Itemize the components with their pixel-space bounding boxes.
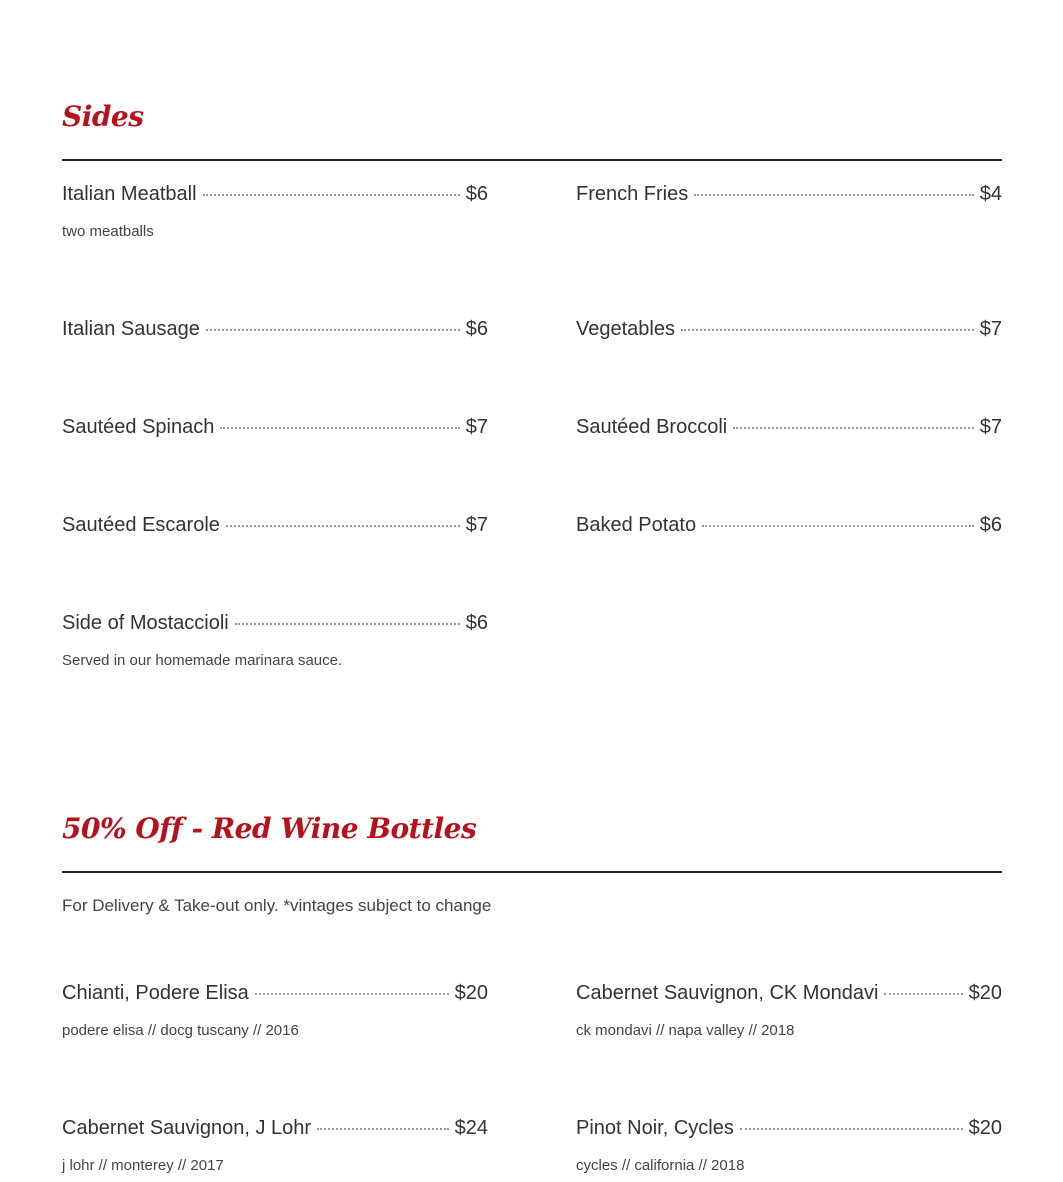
item-name: Sautéed Broccoli (576, 416, 728, 438)
menu-item (62, 183, 488, 240)
dot-leader (681, 329, 974, 331)
menu-item (62, 514, 488, 542)
dot-leader (226, 525, 460, 527)
wine-divider (62, 871, 1002, 873)
dot-leader (702, 525, 974, 527)
item-price: $20 (968, 982, 1002, 1004)
item-name: Sautéed Escarole (62, 514, 220, 536)
dot-leader (203, 194, 460, 196)
dot-leader (220, 427, 459, 429)
item-name: Cabernet Sauvignon, J Lohr (62, 1117, 312, 1139)
item-price: $6 (465, 183, 488, 205)
item-description: two meatballs (62, 223, 154, 240)
dot-leader (733, 427, 974, 429)
menu-item (576, 416, 1002, 444)
wine-note: For Delivery & Take-out only. *vintages subject to change (62, 896, 492, 915)
item-price: $20 (454, 982, 488, 1004)
item-price: $7 (465, 416, 488, 438)
item-price: $7 (979, 416, 1002, 438)
menu-item (62, 1117, 488, 1174)
item-name: Italian Meatball (62, 183, 197, 205)
item-description: ck mondavi // napa valley // 2018 (576, 1022, 795, 1039)
dot-leader (740, 1128, 963, 1130)
wine-title: 50% Off - Red Wine Bottles (62, 812, 477, 845)
menu-item (62, 612, 488, 669)
item-name: Vegetables (576, 318, 675, 340)
dot-leader (317, 1128, 449, 1130)
item-price: $4 (979, 183, 1002, 205)
menu-item (576, 982, 1002, 1039)
menu-item (576, 183, 1002, 211)
item-price: $6 (465, 318, 488, 340)
sides-divider (62, 159, 1002, 161)
item-description: podere elisa // docg tuscany // 2016 (62, 1022, 299, 1039)
item-description: cycles // california // 2018 (576, 1157, 745, 1174)
item-price: $6 (979, 514, 1002, 536)
sides-title: Sides (62, 100, 144, 133)
menu-item (576, 1117, 1002, 1174)
item-description: Served in our homemade marinara sauce. (62, 652, 343, 669)
item-name: Chianti, Podere Elisa (62, 982, 249, 1004)
dot-leader (694, 194, 974, 196)
item-name: Baked Potato (576, 514, 697, 536)
menu-item (576, 318, 1002, 346)
menu-item (576, 514, 1002, 542)
item-price: $20 (968, 1117, 1002, 1139)
item-name: Side of Mostaccioli (62, 612, 229, 634)
item-price: $6 (465, 612, 488, 634)
menu-item (62, 416, 488, 444)
item-name: Cabernet Sauvignon, CK Mondavi (576, 982, 879, 1004)
item-name: Pinot Noir, Cycles (576, 1117, 734, 1139)
item-name: French Fries (576, 183, 689, 205)
menu-item (62, 982, 488, 1039)
item-price: $24 (454, 1117, 488, 1139)
item-name: Italian Sausage (62, 318, 200, 340)
item-price: $7 (979, 318, 1002, 340)
item-description: j lohr // monterey // 2017 (62, 1157, 224, 1174)
dot-leader (206, 329, 460, 331)
dot-leader (884, 993, 962, 995)
menu-item (62, 318, 488, 346)
item-price: $7 (465, 514, 488, 536)
dot-leader (235, 623, 460, 625)
dot-leader (255, 993, 449, 995)
item-name: Sautéed Spinach (62, 416, 215, 438)
